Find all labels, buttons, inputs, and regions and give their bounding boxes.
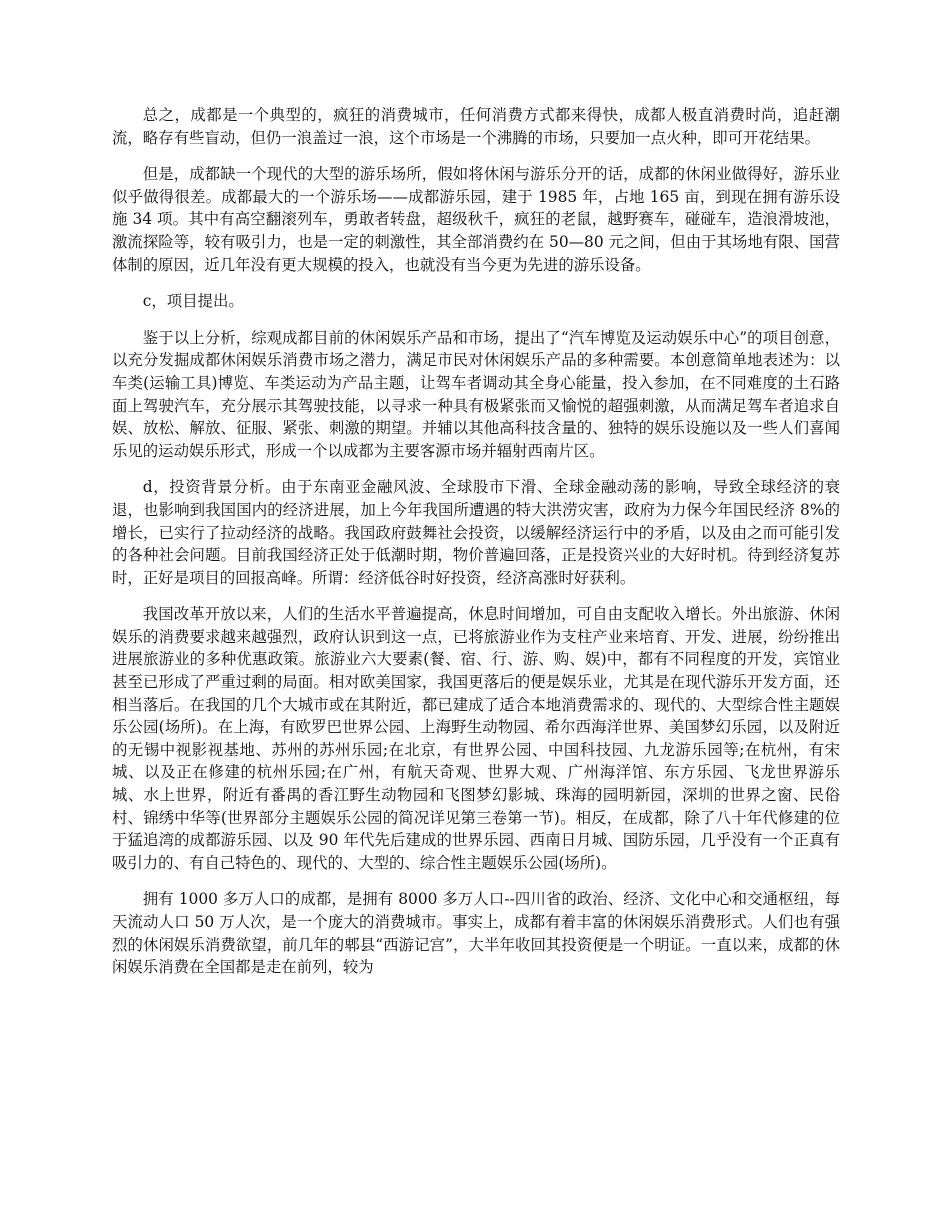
paragraph-project-proposal: 鉴于以上分析，综观成都目前的休闲娱乐产品和市场，提出了“汽车博览及运动娱乐中心”的项目创意，以充分发掘成都休闲娱乐消费市场之潜力，满足市民对休闲娱乐产品的多种需要。本创意简单地表述为：以车类(运输工具)博览、车类运动为产品主题，让驾车者调动其全身心能量，投入参加，在不同难度的土石路面上驾驶汽车，充分展示其驾驶技能，以寻求一种具有极紧张而又愉悦的超强刺激，从而满足驾车者追求自娱、放松、解放、征服、紧张、刺激的期望。并辅以其他高科技含量的、独特的娱乐设施以及一些人们喜闻乐见的运动娱乐形式，形成一个以成都为主要客源市场并辐射西南片区。 (112, 328, 840, 460)
paragraph-amusement-gap: 但是，成都缺一个现代的大型的游乐场所，假如将休闲与游乐分开的话，成都的休闲业做得好，游乐业似乎做得很差。成都最大的一个游乐场——成都游乐园，建于 1985 年，占地 165 亩，到现在拥有游乐设施 34 项。其中有高空翻滚列车，勇敢者转盘，超级秋千，疯狂的老鼠，越野赛车，碰碰车，造浪滑坡池，激流探险等，较有吸引力，也是一定的刺激性，其全部消费约在 50—80 元之间，但由于其场地有限、国营体制的原因，近几年没有更大规模的投入，也就没有当今更为先进的游乐设备。 (112, 165, 840, 274)
paragraph-tourism-development: 我国改革开放以来，人们的生活水平普遍提高，休息时间增加，可自由支配收入增长。外出旅游、休闲娱乐的消费要求越来越强烈，政府认识到这一点，已将旅游业作为支柱产业来培育、开发、进展，纷纷推出进展旅游业的多种优惠政策。旅游业六大要素(餐、宿、行、游、购、娱)中，都有不同程度的开发，宾馆业甚至已形成了严重过剩的局面。相对欧美国家，我国更落后的便是娱乐业，尤其是在现代游乐开发方面，还相当落后。在我国的几个大城市或在其附近，都已建成了适合本地消费需求的、现代的、大型综合性主题娱乐公园(场所)。在上海，有欧罗巴世界公园、上海野生动物园、希尔西海洋世界、美国梦幻乐园，以及附近的无锡中视影视基地、苏州的苏州乐园;在北京，有世界公园、中国科技园、九龙游乐园等;在杭州，有宋城、以及正在修建的杭州乐园;在广州，有航天奇观、世界大观、广州海洋馆、东方乐园、飞龙世界游乐城、水上世界，附近有番禺的香江野生动物园和飞图梦幻影城、珠海的园明新园，深圳的世界之窗、民俗村、锦绣中华等(世界部分主题娱乐公园的简况详见第三卷第一节)。相反，在成都，除了八十年代修建的位于猛追湾的成都游乐园、以及 90 年代先后建成的世界乐园、西南日月城、国防乐园，几乎没有一个正真有吸引力的、有自己特色的、现代的、大型的、综合性主题娱乐公园(场所)。 (112, 605, 840, 872)
document-body (112, 104, 840, 993)
paragraph-project-heading: c，项目提出。 (142, 292, 244, 311)
paragraph-chengdu-market: 拥有 1000 多万人口的成都，是拥有 8000 多万人口--四川省的政治、经济、文化中心和交通枢纽，每天流动人口 50 万人次，是一个庞大的消费城市。事实上，成都有着丰富的休闲娱乐消费形式。人们也有强烈的休闲娱乐消费欲望，前几年的郫县“西游记宫”，大半年收回其投资便是一个明证。一直以来，成都的休闲娱乐消费在全国都是走在前列，较为 (112, 890, 840, 977)
paragraph-conclusion: 总之，成都是一个典型的，疯狂的消费城市，任何消费方式都来得快，成都人极直消费时尚，追赶潮流，略存有些盲动，但仍一浪盖过一浪，这个市场是一个沸腾的市场，只要加一点火种，即可开花结果。 (112, 106, 840, 147)
paragraph-investment-background: d，投资背景分析。由于东南亚金融风波、全球股市下滑、全球金融动荡的影响，导致全球经济的衰退，也影响到我国国内的经济进展，加上今年我国所遭遇的特大洪涝灾害，政府为力保今年国民经济 8%的增长，已实行了拉动经济的战略。我国政府鼓舞社会投资，以缓解经济运行中的矛盾，以及由之而可能引发的各种社会问题。目前我国经济正处于低潮时期，物价普遍回落，正是投资兴业的大好时机。待到经济复苏时，正好是项目的回报高峰。所谓：经济低谷时好投资，经济高涨时好获利。 (112, 478, 840, 587)
